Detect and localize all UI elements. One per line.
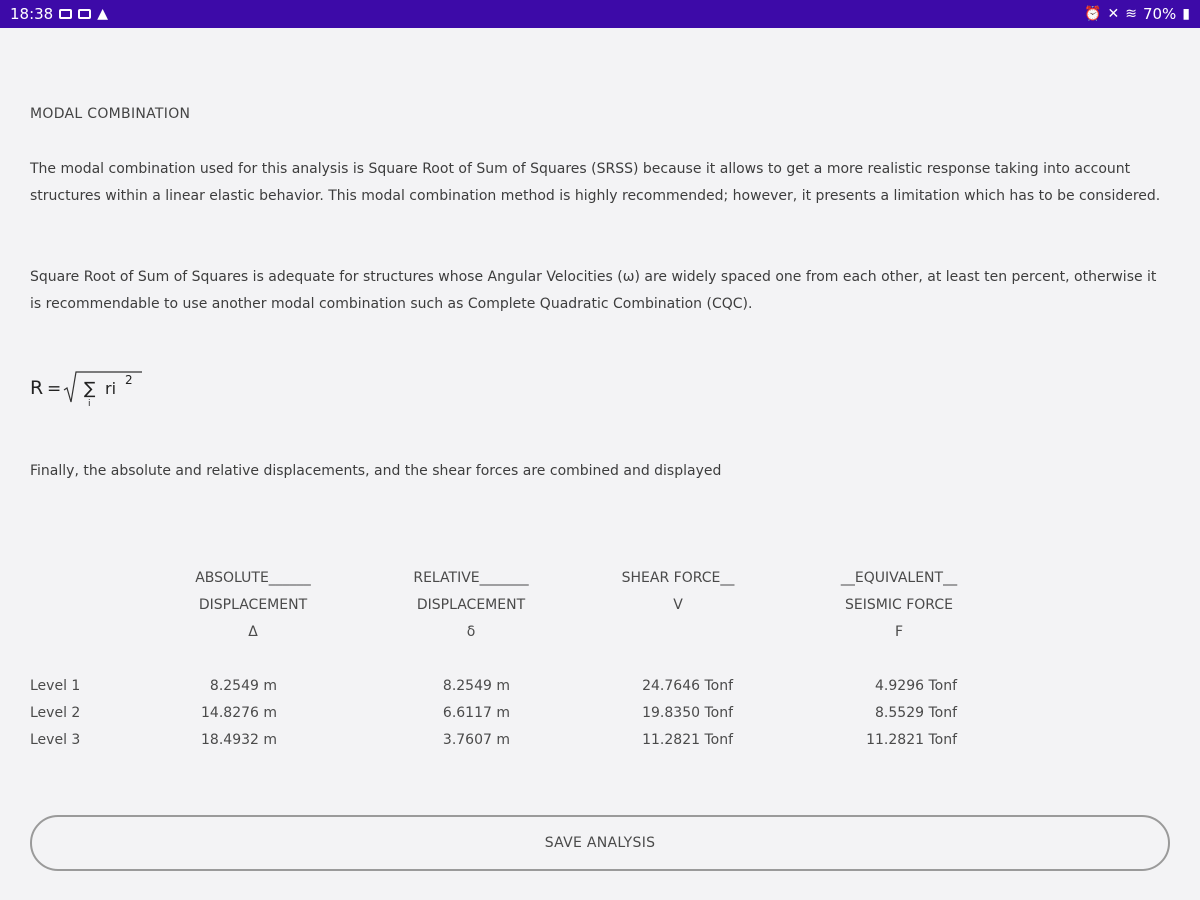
- section-heading: MODAL COMBINATION: [30, 106, 191, 122]
- header-shear-line1: SHEAR FORCE__: [621, 570, 735, 586]
- mute-icon: ✕: [1107, 6, 1120, 22]
- header-shear-line2: V: [673, 597, 683, 613]
- header-absolute-line2: DISPLACEMENT: [198, 597, 308, 613]
- paragraph-srss-limitation: Square Root of Sum of Squares is adequate for structures whose Angular Velocities (ω) are widely spaced one from each other, at least ten percent, otherwise it is recommendable to use another modal combination such as Complete Quadratic Combination (CQC).: [30, 269, 1157, 312]
- row-label-level-1: Level 1: [30, 678, 81, 694]
- header-seismic-line1: __EQUIVALENT__: [840, 570, 958, 586]
- battery-icon: ▮: [1182, 6, 1190, 22]
- srss-formula-graphic: [30, 366, 160, 410]
- header-seismic-line2: SEISMIC FORCE: [845, 597, 953, 613]
- alarm-icon: ⏰: [1084, 6, 1102, 22]
- status-bar-right: [1084, 5, 1190, 23]
- header-absolute: [143, 565, 363, 646]
- formula-sum-index: i: [88, 399, 91, 409]
- battery-percent: 70%: [1142, 5, 1177, 23]
- header-relative-line1: RELATIVE_______: [413, 570, 529, 586]
- image-icon: [78, 9, 91, 19]
- paragraph-final: Finally, the absolute and relative displacements, and the shear forces are combined and displayed: [30, 463, 722, 479]
- status-bar-left: [10, 5, 108, 23]
- cell-shear-level-2: 19.8350 Tonf: [642, 705, 733, 721]
- cell-seismic-level-1: 4.9296 Tonf: [875, 678, 957, 694]
- header-seismic: [789, 565, 1009, 646]
- row-label-level-3: Level 3: [30, 732, 81, 748]
- cell-relative-level-3: 3.7607 m: [442, 732, 510, 748]
- cell-absolute-level-1: 8.2549 m: [209, 678, 277, 694]
- formula-term: ri: [105, 379, 117, 398]
- header-seismic-symbol: F: [894, 624, 904, 640]
- cell-shear-level-3: 11.2821 Tonf: [642, 732, 733, 748]
- wifi-icon: ≋: [1125, 6, 1137, 22]
- cell-absolute-level-3: 18.4932 m: [201, 732, 277, 748]
- formula-sum-symbol: ∑: [84, 379, 96, 399]
- cell-absolute-level-2: 14.8276 m: [201, 705, 277, 721]
- cell-shear-level-1: 24.7646 Tonf: [642, 678, 733, 694]
- cell-relative-level-1: 8.2549 m: [442, 678, 510, 694]
- header-relative-line2: DISPLACEMENT: [416, 597, 526, 613]
- save-analysis-label: SAVE ANALYSIS: [544, 835, 656, 851]
- save-analysis-button[interactable]: [30, 815, 1170, 871]
- header-absolute-line1: ABSOLUTE______: [195, 570, 311, 586]
- paragraph-srss-intro: The modal combination used for this analysis is Square Root of Sum of Squares (SRSS) because it allows to get a more realistic response taking into account structures within a linear elastic behavior. This modal combination method is highly recommended; however, it presents a limitation which has to be considered.: [30, 161, 1161, 204]
- status-bar: [0, 0, 1200, 28]
- cell-seismic-level-2: 8.5529 Tonf: [875, 705, 957, 721]
- cell-seismic-level-3: 11.2821 Tonf: [866, 732, 957, 748]
- header-absolute-symbol: Δ: [248, 624, 258, 640]
- status-time: 18:38: [10, 5, 54, 23]
- header-shear: [568, 565, 788, 619]
- formula-exponent: 2: [125, 373, 133, 387]
- warning-icon: ▲: [97, 6, 109, 22]
- srss-formula: [30, 366, 160, 410]
- header-relative-symbol: δ: [466, 624, 476, 640]
- header-relative: [361, 565, 581, 646]
- cell-relative-level-2: 6.6117 m: [442, 705, 510, 721]
- row-label-level-2: Level 2: [30, 705, 81, 721]
- formula-equals: =: [47, 379, 62, 399]
- formula-lhs: R: [30, 377, 44, 399]
- mail-icon: [59, 9, 72, 19]
